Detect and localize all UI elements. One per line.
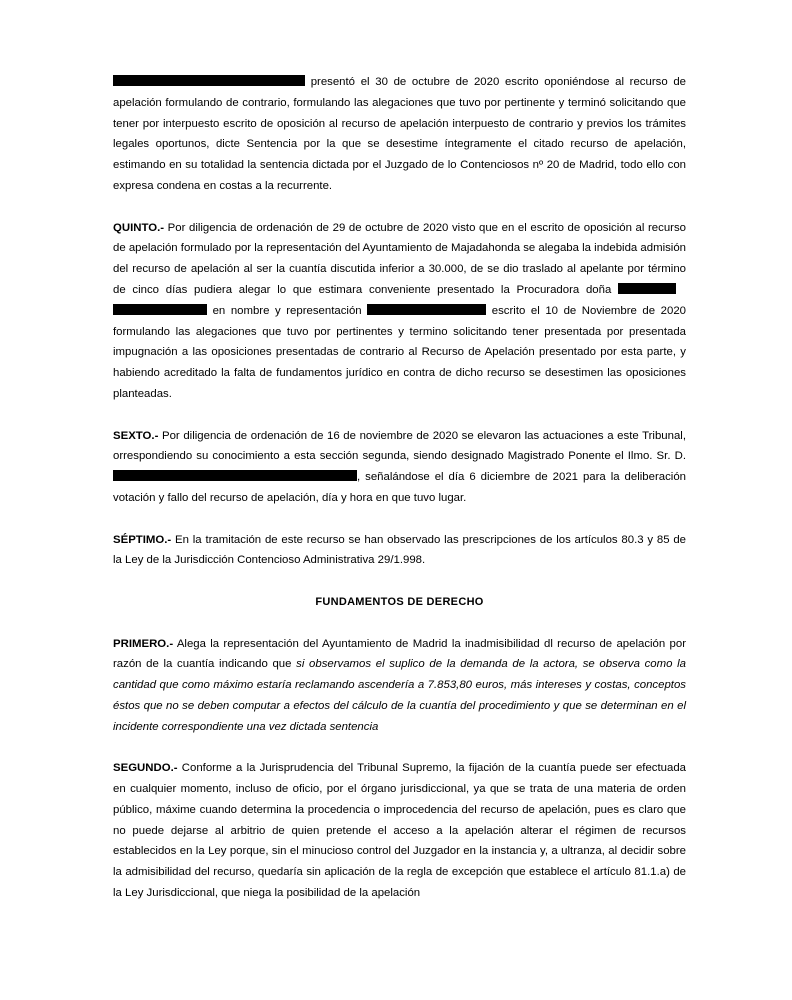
paragraph-quinto-text-a: Por diligencia de ordenación de 29 de octubre de 2020 visto que en el escrito de oposición al recurso de apelación formulado por la representación del Ayuntamiento de Majadahonda se alegaba la indebida admisión del recurso de apelación al ser la cuantía discutida inferior a 30.000, de se dio traslado al apelante por término de cinco días pudiera alegar lo que estimara conveniente presentado la Procuradora doña — [113, 221, 686, 296]
paragraph-intro — [113, 72, 686, 197]
section-label-segundo: SEGUNDO.- — [113, 762, 178, 775]
paragraph-primero-text-a: Alega la representación del Ayuntamiento de Madrid la inadmisibilidad dl recurso de apelación por razón de la cuantía indicando que — [113, 637, 686, 671]
section-heading: FUNDAMENTOS DE DERECHO — [315, 595, 484, 608]
paragraph-intro-text: presentó el 30 de octubre de 2020 escrito oponiéndose al recurso de apelación formulando de contrario, formulando las alegaciones que tuvo por pertinente y terminó solicitando que tener por interpuesto escrito de oposición al recurso de apelación interpuesto de contrario y previos los trámites legales oportunos, dicte Sentencia por la que se desestime íntegramente el citado recurso de apelación, estimando en su totalidad la sentencia dictada por el Juzgado de lo Contenciosos nº 20 de Madrid, todo ello con expresa condena en costas a la recurrente. — [113, 76, 686, 192]
paragraph-segundo — [113, 758, 686, 904]
paragraph-septimo — [113, 530, 686, 572]
redaction-bar — [618, 283, 676, 294]
document-page — [113, 72, 686, 904]
paragraph-sexto-text-b: , señalándose el día 6 diciembre de 2021 para la deliberación votación y fallo del recurso de apelación, día y hora en que tuvo lugar. — [113, 471, 686, 504]
section-label-quinto: QUINTO.- — [113, 221, 165, 234]
redaction-bar — [367, 304, 486, 315]
paragraph-septimo-text: En la tramitación de este recurso se han observado las prescripciones de los artículos 80.3 y 85 de la Ley de la Jurisdicción Contencioso Administrativa 29/1.998. — [113, 533, 687, 567]
paragraph-primero — [113, 634, 686, 738]
paragraph-sexto-text-a: Por diligencia de ordenación de 16 de noviembre de 2020 se elevaron las actuaciones a este Tribunal, orrespondiendo su conocimiento a esta sección segunda, siendo designado Magistrado Ponente el Ilmo. Sr. D. — [113, 429, 686, 463]
redaction-bar — [113, 470, 357, 481]
paragraph-segundo-text: Conforme a la Jurisprudencia del Tribunal Supremo, la fijación de la cuantía puede ser efectuada en cualquier momento, incluso de oficio, por el órgano jurisdiccional, ya que se trata de una materia de orden público, máxime cuando determina la procedencia o improcedencia del recurso de apelación, pues es claro que no puede dejarse al arbitrio de quien pretende el acceso a la apelación alterar el régimen de recursos establecidos en la Ley porque, sin el minucioso control del Juzgador en la instancia y, a ultranza, al decidir sobre la admisibilidad del recurso, quedaría sin aplicación de la regla de excepción que establece el artículo 81.1.a) de la Ley Jurisdiccional, que niega la posibilidad de la apelación — [113, 762, 686, 900]
paragraph-primero-quote: si observamos el suplico de la demanda de la actora, se observa como la cantidad que como máximo estaría reclamando ascendería a 7.853,80 euros, más intereses y costas, conceptos éstos que no se deben computar a efectos del cálculo de la cuantía del procedimiento y que se determinan en el incidente correspondiente una vez dictada sentencia — [113, 658, 686, 733]
section-label-septimo: SÉPTIMO.- — [113, 533, 172, 546]
paragraph-quinto-text-c: escrito el 10 de Noviembre de 2020 formulando las alegaciones que tuvo por pertinentes y termino solicitando tener presentada por presentada impugnación a las oposiciones presentadas de contrario al Recurso de Apelación presentado por esta parte, y habiendo acreditado la falta de fundamentos jurídico en contra de dicho recurso se desestimen las oposiciones planteadas. — [113, 304, 687, 400]
paragraph-quinto — [113, 218, 686, 405]
section-label-sexto: SEXTO.- — [113, 429, 159, 442]
paragraph-sexto — [113, 426, 686, 509]
paragraph-quinto-text-b: en nombre y representación — [212, 304, 362, 317]
redaction-bar — [113, 304, 207, 315]
redaction-bar — [113, 75, 305, 86]
section-label-primero: PRIMERO.- — [113, 637, 174, 650]
